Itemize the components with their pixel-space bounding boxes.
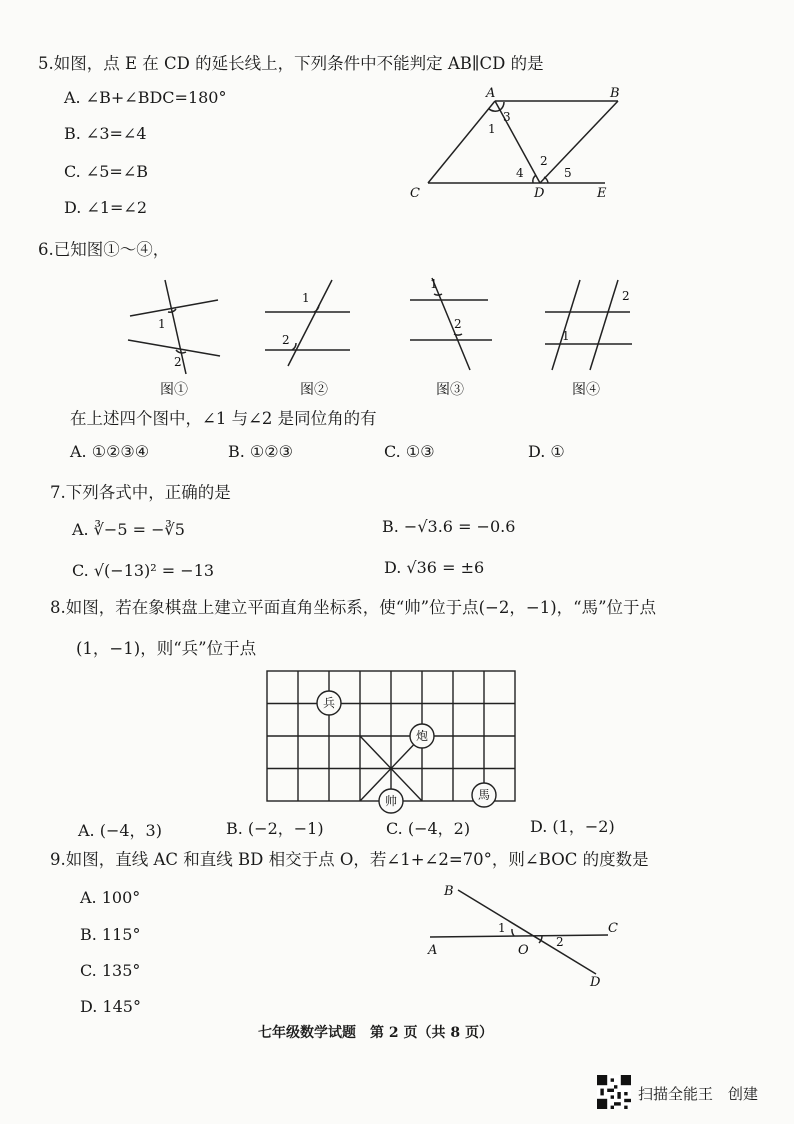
q6-option-a: A. ①②③④ <box>70 442 150 461</box>
q5-angle-2: 2 <box>540 154 548 168</box>
piece-ma: 馬 <box>477 788 491 802</box>
q9-label-d: D <box>590 975 601 990</box>
q6-option-c: C. ①③ <box>384 442 435 461</box>
q5-angle-4: 4 <box>516 166 524 180</box>
q9-stem: 9.如图，直线 AC 和直线 BD 相交于点 O，若∠1+∠2=70°，则∠BOC 的度数是 <box>50 850 649 869</box>
q5-angle-5: 5 <box>564 166 572 180</box>
q7-stem: 7.下列各式中，正确的是 <box>50 483 231 502</box>
q8-stem-line1: 8.如图，若在象棋盘上建立平面直角坐标系，使“帅”位于点(−2，−1)，“馬”位于点 <box>50 598 657 617</box>
q5-stem: 5.如图，点 E 在 CD 的延长线上，下列条件中不能判定 AB∥CD 的是 <box>38 54 544 73</box>
q6-question: 在上述四个图中，∠1 与∠2 是同位角的有 <box>70 409 377 428</box>
line-db <box>540 101 618 183</box>
q6-fig3-angle-1: 1 <box>430 277 438 291</box>
q5-angle-1: 1 <box>488 122 496 136</box>
qr-code-icon <box>597 1075 631 1109</box>
q6-fig4-angle-1: 1 <box>562 329 570 343</box>
q8-option-a: A. (−4，3) <box>78 821 162 840</box>
line-bd <box>458 890 596 974</box>
q6-fig2-angle-1: 1 <box>302 291 310 305</box>
q9-angle-1: 1 <box>498 921 506 935</box>
q5-figure <box>400 85 630 205</box>
q6-option-d: D. ① <box>528 442 565 461</box>
q9-option-a: A. 100° <box>80 888 141 907</box>
q8-option-d: D. (1，−2) <box>530 817 615 836</box>
q6-fig3-angle-2: 2 <box>454 317 462 331</box>
q5-option-c: C. ∠5=∠B <box>64 162 148 181</box>
q5-angle-3: 3 <box>503 110 511 124</box>
scanner-watermark: 扫描全能王 创建 <box>638 1085 759 1103</box>
q9-angle-2: 2 <box>556 935 564 949</box>
line-ca <box>428 101 495 183</box>
q8-chessboard <box>262 665 522 815</box>
q8-option-c: C. (−4，2) <box>386 819 471 838</box>
piece-bing: 兵 <box>322 696 336 710</box>
piece-pao: 炮 <box>415 729 429 743</box>
q6-fig1-angle-1: 1 <box>158 317 166 331</box>
q6-fig-label-3: 图③ <box>436 382 464 398</box>
page-footer: 七年级数学试题 第 2 页（共 8 页） <box>258 1025 493 1041</box>
q6-fig-label-2: 图② <box>300 382 328 398</box>
q6-fig4-angle-2: 2 <box>622 289 630 303</box>
q9-option-c: C. 135° <box>80 961 141 980</box>
q5-label-b: B <box>610 86 620 101</box>
q9-label-b: B <box>444 884 454 899</box>
q6-fig-label-4: 图④ <box>572 382 600 398</box>
q6-option-b: B. ①②③ <box>228 442 293 461</box>
q5-option-b: B. ∠3=∠4 <box>64 124 147 143</box>
q5-label-a: A <box>486 86 496 101</box>
q7-option-b: B. −√3.6 = −0.6 <box>382 517 516 536</box>
q5-label-e: E <box>597 186 607 201</box>
q6-fig-label-1: 图① <box>160 382 188 398</box>
q7-option-c: C. √(−13)² = −13 <box>72 561 215 580</box>
q9-option-b: B. 115° <box>80 925 141 944</box>
piece-shuai: 帅 <box>384 794 398 808</box>
q9-label-c: C <box>608 921 618 936</box>
q6-fig1-angle-2: 2 <box>174 355 182 369</box>
q7-option-a: A. ∛−5 = −∛5 <box>72 520 185 539</box>
line-ac <box>430 935 608 937</box>
q7-option-d: D. √36 = ±6 <box>384 558 485 577</box>
q9-label-a: A <box>428 943 438 958</box>
q8-option-b: B. (−2，−1) <box>226 819 324 838</box>
q6-fig2-angle-2: 2 <box>282 333 290 347</box>
q8-stem-line2: (1，−1)，则“兵”位于点 <box>76 639 257 658</box>
q5-option-a: A. ∠B+∠BDC=180° <box>64 88 227 107</box>
q5-label-d: D <box>534 186 545 201</box>
q9-label-o: O <box>518 943 529 958</box>
q5-label-c: C <box>410 186 420 201</box>
q6-stem: 6.已知图①～④， <box>38 240 170 259</box>
q9-figure <box>420 880 620 990</box>
q9-option-d: D. 145° <box>80 997 141 1016</box>
q5-option-d: D. ∠1=∠2 <box>64 198 148 217</box>
q6-figures <box>120 270 640 400</box>
